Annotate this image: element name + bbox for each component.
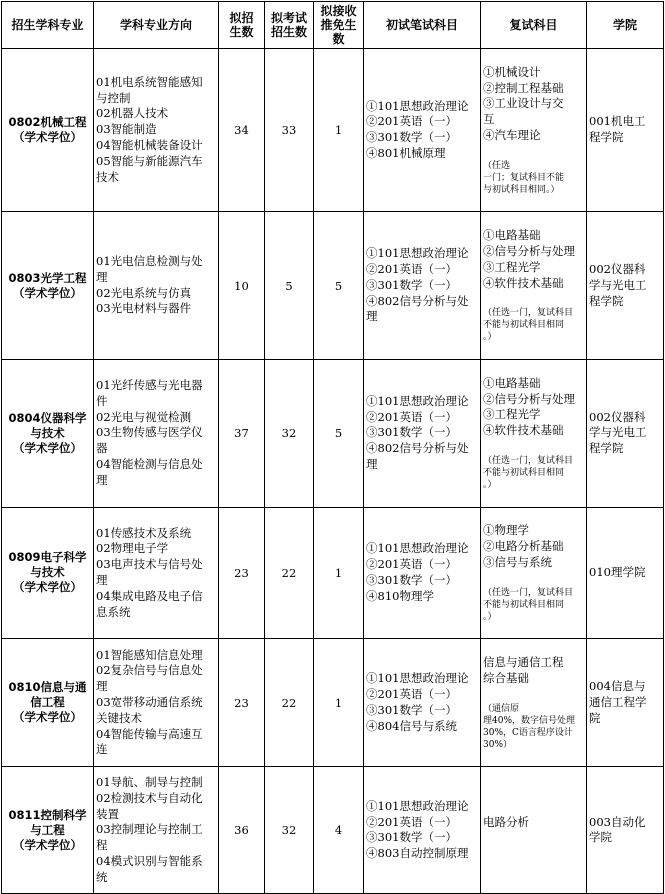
plan-exam-cell: 32 [265, 767, 314, 894]
plan-exam-cell: 32 [265, 359, 314, 507]
header-plan-exempt: 拟接收 推免生 数 [314, 2, 364, 49]
table-row [2, 49, 664, 212]
header-plan-exam: 拟考试 招生数 [265, 2, 314, 49]
major-cell: 0810信息与通 信工程 （学术学位） [2, 639, 94, 767]
written-subjects-cell: ①101思想政治理论 ②201英语（一） ③301数学（一） ④802信号分析与处 理 [364, 212, 481, 360]
school-cell: 002仪器科 学与光电工 程学院 [587, 212, 664, 360]
major-cell: 0804仪器科学 与技术 （学术学位） [2, 359, 94, 507]
direction-cell: 01机电系统智能感知 与控制 02机器人技术 03智能制造 04智能机械装备设计 05智能与新能源汽车 技术 [94, 49, 219, 212]
retest-note: （任选 一门；复试科目不能 与初试科目相同。） [483, 160, 565, 195]
major-cell: 0811控制科学 与工程 （学术学位） [2, 767, 94, 894]
retest-subjects-cell [481, 49, 587, 212]
major-cell: 0802机械工程 （学术学位） [2, 49, 94, 212]
school-cell: 001机电工 程学院 [587, 49, 664, 212]
retest-subjects-cell [481, 507, 587, 639]
plan-total-cell: 23 [219, 639, 265, 767]
plan-exempt-cell: 5 [314, 212, 364, 360]
header-plan-total: 拟招 生数 [219, 2, 265, 49]
retest-note: （通信原 理40%，数字信号处理 30%，C语言程序设计 30%） [483, 703, 576, 750]
plan-exam-cell: 5 [265, 212, 314, 360]
direction-cell: 01光纤传感与光电器 件 02光电与视觉检测 03生物传感与医学仪 器 04智能检测与信息处 理 [94, 359, 219, 507]
school-cell: 004信息与 通信工程学 院 [587, 639, 664, 767]
retest-main: ①电路基础 ②信号分析与处理 ③工程光学 ④软件技术基础 [483, 375, 575, 438]
header-row [2, 2, 664, 49]
header-written-subjects: 初试笔试科目 [364, 2, 481, 49]
retest-main: ①机械设计 ②控制工程基础 ③工业设计与交 互 ④汽车理论 [483, 64, 564, 142]
plan-total-cell: 34 [219, 49, 265, 212]
plan-exam-cell: 33 [265, 49, 314, 212]
written-subjects-cell: ①101思想政治理论 ②201英语（一） ③301数学（一） ④801机械原理 [364, 49, 481, 212]
school-cell: 010理学院 [587, 507, 664, 639]
direction-cell: 01导航、制导与控制 02检测技术与自动化 装置 03控制理论与控制工 程 04模式识别与智能系 统 [94, 767, 219, 894]
plan-total-cell: 36 [219, 767, 265, 894]
school-cell: 002仪器科 学与光电工 程学院 [587, 359, 664, 507]
admissions-table [1, 1, 664, 894]
table-row [2, 639, 664, 767]
school-cell: 003自动化 学院 [587, 767, 664, 894]
header-direction: 学科专业方向 [94, 2, 219, 49]
plan-exempt-cell: 4 [314, 767, 364, 894]
written-subjects-cell: ①101思想政治理论 ②201英语（一） ③301数学（一） ④802信号分析与处 理 [364, 359, 481, 507]
retest-subjects-cell [481, 212, 587, 360]
written-subjects-cell: ①101思想政治理论 ②201英语（一） ③301数学（一） ④810物理学 [364, 507, 481, 639]
retest-subjects-cell [481, 359, 587, 507]
retest-main: 信息与通信工程 综合基础 [483, 655, 564, 685]
retest-subjects-cell [481, 639, 587, 767]
retest-note: （任选一门，复试科目 不能与初试科目相同 。） [483, 587, 574, 622]
header-school: 学院 [587, 2, 664, 49]
plan-total-cell: 10 [219, 212, 265, 360]
retest-main: ①物理学 ②电路分析基础 ③信号与系统 [483, 523, 564, 569]
plan-exempt-cell: 1 [314, 49, 364, 212]
retest-main: 电路分析 [483, 814, 529, 829]
major-cell: 0803光学工程 （学术学位） [2, 212, 94, 360]
plan-exempt-cell: 1 [314, 639, 364, 767]
retest-note: （任选一门，复试科目 不能与初试科目相同 。） [483, 308, 574, 343]
header-retest-subjects: 复试科目 [481, 2, 587, 49]
direction-cell: 01传感技术及系统 02物理电子学 03电声技术与信号处 理 04集成电路及电子信 息系统 [94, 507, 219, 639]
plan-exempt-cell: 5 [314, 359, 364, 507]
table-row [2, 212, 664, 360]
written-subjects-cell: ①101思想政治理论 ②201英语（一） ③301数学（一） ④804信号与系统 [364, 639, 481, 767]
plan-exam-cell: 22 [265, 507, 314, 639]
major-cell: 0809电子科学 与技术 （学术学位） [2, 507, 94, 639]
table-row [2, 507, 664, 639]
plan-total-cell: 23 [219, 507, 265, 639]
plan-total-cell: 37 [219, 359, 265, 507]
plan-exempt-cell: 1 [314, 507, 364, 639]
direction-cell: 01光电信息检测与处 理 02光电系统与仿真 03光电材料与器件 [94, 212, 219, 360]
written-subjects-cell: ①101思想政治理论 ②201英语（一） ③301数学（一） ④803自动控制原理 [364, 767, 481, 894]
retest-main: ①电路基础 ②信号分析与处理 ③工程光学 ④软件技术基础 [483, 228, 575, 290]
table-row [2, 359, 664, 507]
header-major: 招生学科专业 [2, 2, 94, 49]
plan-exam-cell: 22 [265, 639, 314, 767]
retest-note: （任选一门，复试科目 不能与初试科目相同 。） [483, 455, 574, 490]
direction-cell: 01智能感知信息处理 02复杂信号与信息处 理 03宽带移动通信系统 关键技术 04智能传输与高速互 连 [94, 639, 219, 767]
